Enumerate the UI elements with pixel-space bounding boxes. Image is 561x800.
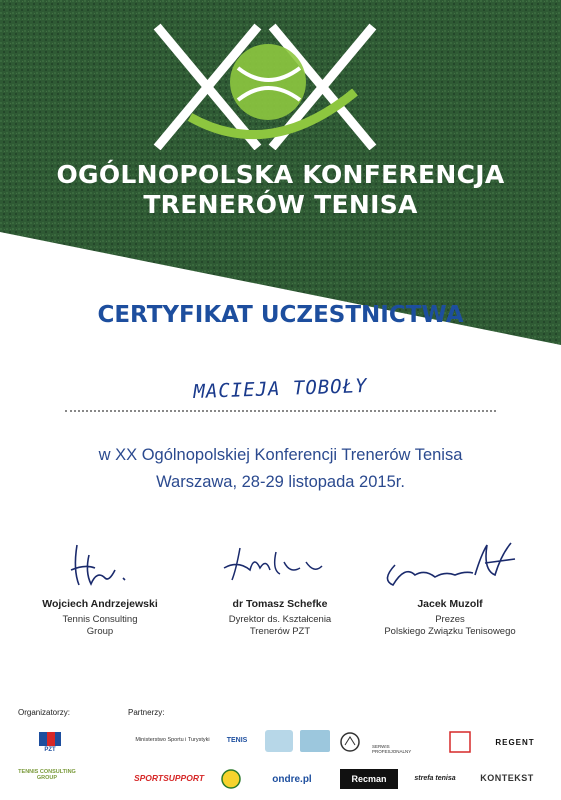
strefa-tenisa-logo: strefa tenisa [414,774,456,782]
signature-muzolf [375,535,525,590]
recipient-name: MACIEJA TOBOŁY [193,374,368,404]
partner-box-icon [448,728,472,754]
signature-schefke [210,540,330,585]
signature-andrzejewski [65,540,145,590]
signatory-role-3a: Prezes [435,614,465,625]
tennis-consulting-group-logo: TENNIS CONSULTING GROUP [18,769,76,781]
xx-conference-logo [150,22,380,150]
signatory-role-2a: Dyrektor ds. Kształcenia [228,614,332,625]
conference-title-line2: TRENERÓW TENISA [143,190,418,219]
recman-logo: Recman [340,769,398,789]
recipient-dotted-line [65,410,496,412]
partner-ball-icon [218,768,244,790]
signatory-role-1a: Tennis Consulting [62,614,138,625]
partners-label: Partnerzy: [128,708,165,717]
sportsupport-logo: SPORTSUPPORT [133,773,205,783]
serwis-profesjonalny-logo: SERWIS PROFESJONALNY [372,744,412,754]
signatory-name-2: dr Tomasz Schefke [232,598,328,610]
kontekst-logo: KONTEKST [480,773,534,783]
regent-logo: REGENT [495,737,535,747]
pzt-logo [28,728,72,756]
partner-badge-icon [265,730,293,752]
event-line-2: Warszawa, 28-29 listopada 2015r. [156,473,405,491]
certificate-title: CERTYFIKAT UCZESTNICTWA [97,302,464,328]
signatory-name-3: Jacek Muzolf [417,598,483,610]
partner-anniversary-icon [300,730,330,752]
organizers-label: Organizatorzy: [18,708,71,717]
pzt-emblem-icon [37,731,63,747]
partner-crest-icon [340,732,360,752]
signatory-role-2b: Trenerów PZT [249,626,311,637]
signatory-name-1: Wojciech Andrzejewski [42,598,158,610]
conference-title-line1: OGÓLNOPOLSKA KONFERENCJA [56,160,505,189]
ministerstwo-sportu-logo: Ministerstwo Sportu i Turystyki [135,737,210,743]
signatory-role-3b: Polskiego Związku Tenisowego [384,626,516,637]
pzt-logo-text: PZT [44,747,56,753]
event-line-1: w XX Ogólnopolskiej Konferencji Trenerów Tenisa [98,446,463,464]
ondre-logo: ondre.pl [272,773,312,785]
signatory-role-1b: Group [86,626,114,637]
tenis-logo: TENIS [226,736,248,744]
